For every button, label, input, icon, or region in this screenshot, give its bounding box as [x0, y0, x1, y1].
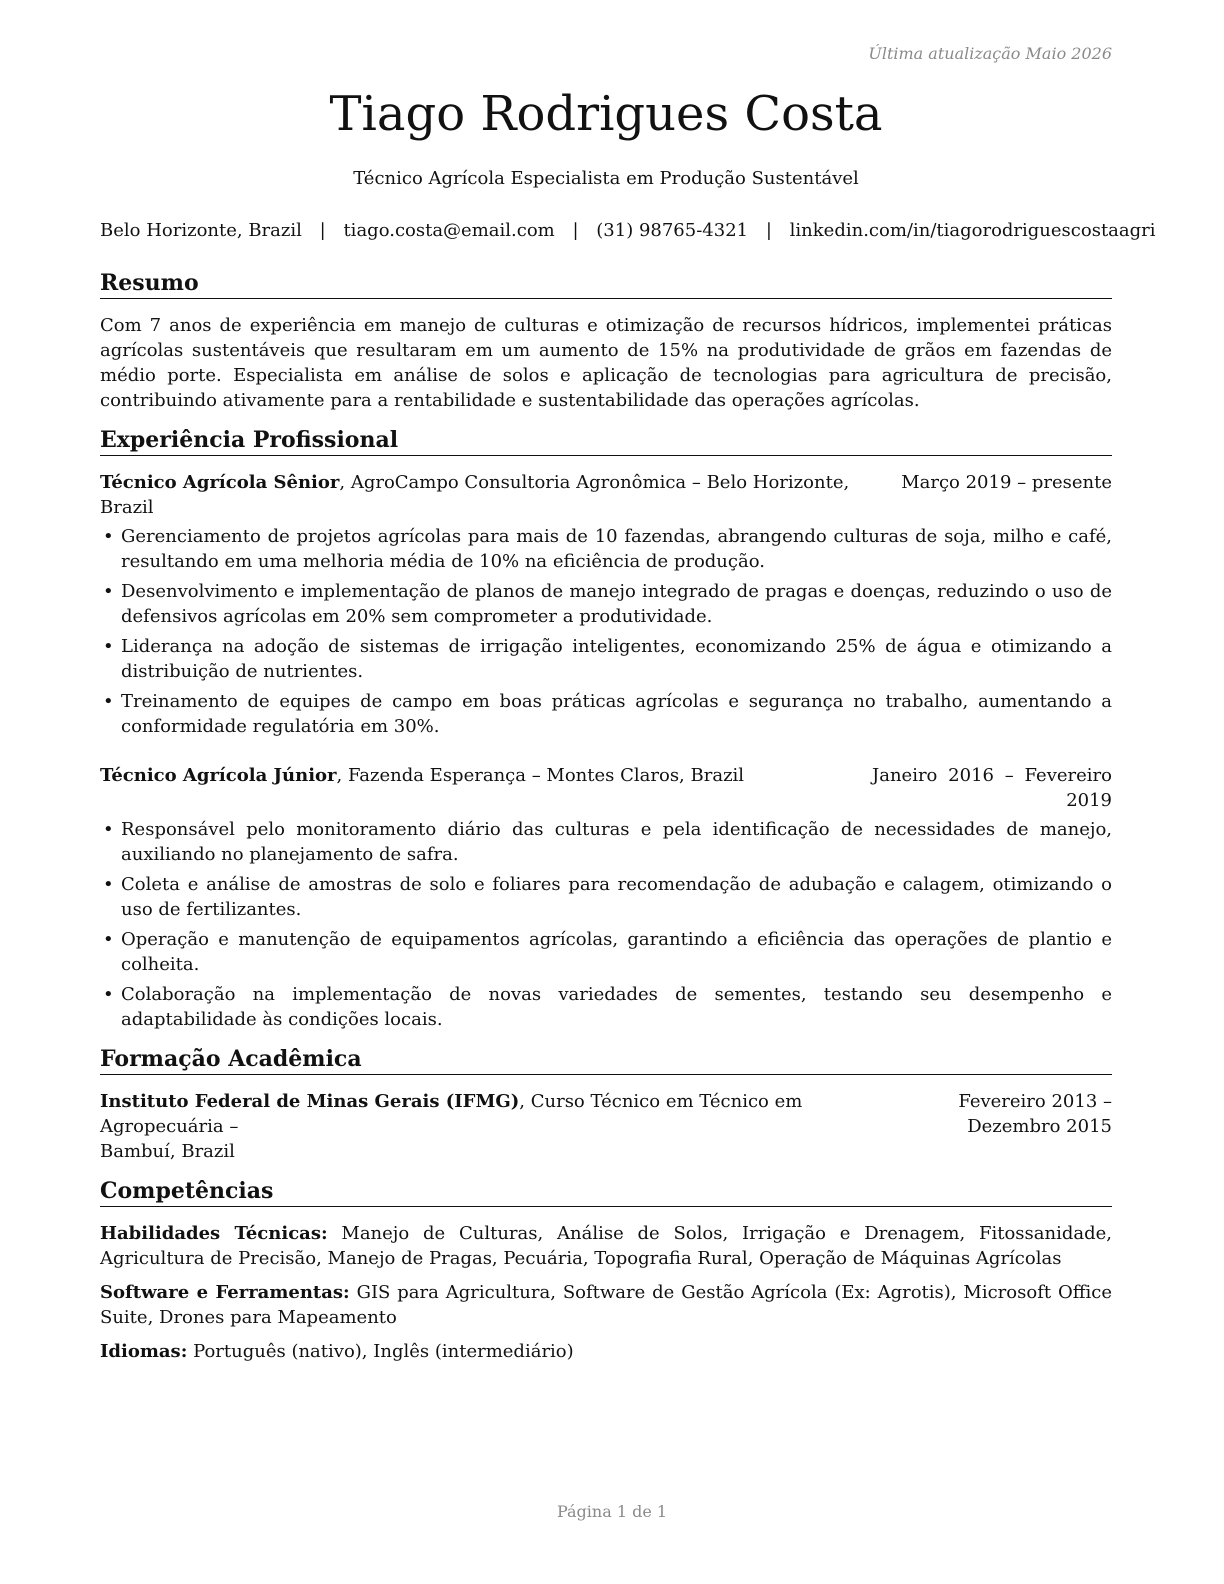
candidate-name: Tiago Rodrigues Costa — [329, 86, 883, 142]
job-header — [100, 763, 1112, 813]
skill-value: GIS para Agricultura, Software de Gestão Agrícola (Ex: Agrotis), Microsoft Office Suite, Drones para Mapeamento — [100, 1282, 1112, 1328]
job-header — [100, 470, 1112, 520]
job-company: , Fazenda Esperança – Montes Claros, Brazil — [336, 765, 745, 786]
list-item — [100, 524, 1112, 574]
bullet-icon: • — [103, 929, 114, 950]
job-title-line — [100, 470, 885, 520]
bullet-icon: • — [103, 581, 114, 602]
skill-value: Português (nativo), Inglês (intermediário) — [187, 1341, 574, 1362]
bullet-text: Liderança na adoção de sistemas de irrigação inteligentes, economizando 25% de água e otimizando a distribuição de nutrientes. — [121, 636, 1112, 682]
bullet-icon: • — [103, 691, 114, 712]
skill-line — [100, 1280, 1112, 1330]
skill-label: Habilidades Técnicas: — [100, 1223, 328, 1244]
list-item — [100, 872, 1112, 922]
job-entry — [100, 470, 1112, 739]
bullet-icon: • — [103, 526, 114, 547]
education-heading: Formação Acadêmica — [100, 1046, 1112, 1075]
page-number: Página 1 de 1 — [556, 1502, 668, 1521]
contact-line — [100, 220, 1156, 241]
education-institution: Instituto Federal de Minas Gerais (IFMG) — [100, 1091, 520, 1112]
list-item — [100, 982, 1112, 1032]
education-location: Bambuí, Brazil — [100, 1141, 235, 1162]
list-item — [100, 689, 1112, 739]
job-dates: Janeiro 2016 – Fevereiro 2019 — [872, 765, 1112, 811]
skill-value: Manejo de Culturas, Análise de Solos, Irrigação e Drenagem, Fitossanidade, Agricultura de Precisão, Manejo de Pragas, Pecuária, Topografia Rural, Operação de Máquinas Agrícolas — [100, 1223, 1112, 1269]
skills-heading: Competências — [100, 1178, 1112, 1207]
resume-page — [100, 0, 1156, 1584]
bullet-icon: • — [103, 984, 114, 1005]
experience-heading: Experiência Profissional — [100, 427, 1112, 456]
skills-section — [100, 1178, 1112, 1364]
job-bullets — [100, 817, 1112, 1032]
candidate-subtitle: Técnico Agrícola Especialista em Produção Sustentável — [353, 168, 859, 189]
contact-location: Belo Horizonte, Brazil — [100, 220, 302, 241]
bullet-text: Gerenciamento de projetos agrícolas para mais de 10 fazendas, abrangendo culturas de soja, milho e café, resultando em uma melhoria média de 10% na eficiência de produção. — [121, 526, 1112, 572]
job-dates: Março 2019 – presente — [901, 472, 1112, 493]
education-course: , Curso Técnico em Técnico em Agropecuária – — [100, 1091, 803, 1137]
education-section — [100, 1046, 1112, 1164]
bullet-text: Colaboração na implementação de novas variedades de sementes, testando seu desempenho e adaptabilidade às condições locais. — [121, 984, 1112, 1030]
list-item — [100, 817, 1112, 867]
skill-label: Software e Ferramentas: — [100, 1282, 350, 1303]
bullet-icon: • — [103, 636, 114, 657]
job-role: Técnico Agrícola Júnior — [100, 765, 337, 786]
list-item — [100, 634, 1112, 684]
bullet-text: Coleta e análise de amostras de solo e foliares para recomendação de adubação e calagem, otimizando o uso de fertilizantes. — [121, 874, 1112, 920]
bullet-icon: • — [103, 874, 114, 895]
contact-linkedin[interactable]: linkedin.com/in/tiagorodriguescostaagri — [789, 220, 1156, 241]
skill-line — [100, 1339, 1112, 1364]
job-role: Técnico Agrícola Sênior — [100, 472, 340, 493]
experience-section — [100, 427, 1112, 1032]
resume-content — [100, 270, 1112, 1378]
job-title-line — [100, 763, 856, 813]
bullet-text: Responsável pelo monitoramento diário das culturas e pela identificação de necessidades de manejo, auxiliando no planejamento de safra. — [121, 819, 1112, 865]
summary-heading: Resumo — [100, 270, 1112, 299]
bullet-text: Desenvolvimento e implementação de planos de manejo integrado de pragas e doenças, reduzindo o uso de defensivos agrícolas em 20% sem comprometer a produtividade. — [121, 581, 1112, 627]
education-dates: Fevereiro 2013 – Dezembro 2015 — [958, 1091, 1112, 1137]
last-updated: Última atualização Maio 2026 — [868, 44, 1112, 63]
contact-separator: | — [572, 220, 579, 241]
skill-label: Idiomas: — [100, 1341, 188, 1362]
contact-email[interactable]: tiago.costa@email.com — [343, 220, 555, 241]
bullet-text: Operação e manutenção de equipamentos agrícolas, garantindo a eficiência das operações de plantio e colheita. — [121, 929, 1112, 975]
list-item — [100, 927, 1112, 977]
education-left — [100, 1089, 872, 1164]
skill-line — [100, 1221, 1112, 1271]
summary-section — [100, 270, 1112, 413]
bullet-text: Treinamento de equipes de campo em boas práticas agrícolas e segurança no trabalho, aumentando a conformidade regulatória em 30%. — [121, 691, 1112, 737]
contact-separator: | — [319, 220, 326, 241]
education-title-line — [100, 1089, 872, 1139]
list-item — [100, 579, 1112, 629]
education-entry — [100, 1089, 1112, 1164]
bullet-icon: • — [103, 819, 114, 840]
job-entry — [100, 763, 1112, 1032]
job-bullets — [100, 524, 1112, 739]
summary-text: Com 7 anos de experiência em manejo de culturas e otimização de recursos hídricos, implementei práticas agrícolas sustentáveis que resultaram em um aumento de 15% na produtividade de grãos em fazendas de médio porte. Especialista em análise de solos e aplicação de tecnologias para agricultura de precisão, contribuindo ativamente para a rentabilidade e sustentabilidade das operações agrícolas. — [100, 315, 1112, 411]
job-company: , AgroCampo Consultoria Agronômica – Belo Horizonte, Brazil — [100, 472, 850, 518]
contact-separator: | — [765, 220, 772, 241]
contact-phone: (31) 98765-4321 — [596, 220, 749, 241]
